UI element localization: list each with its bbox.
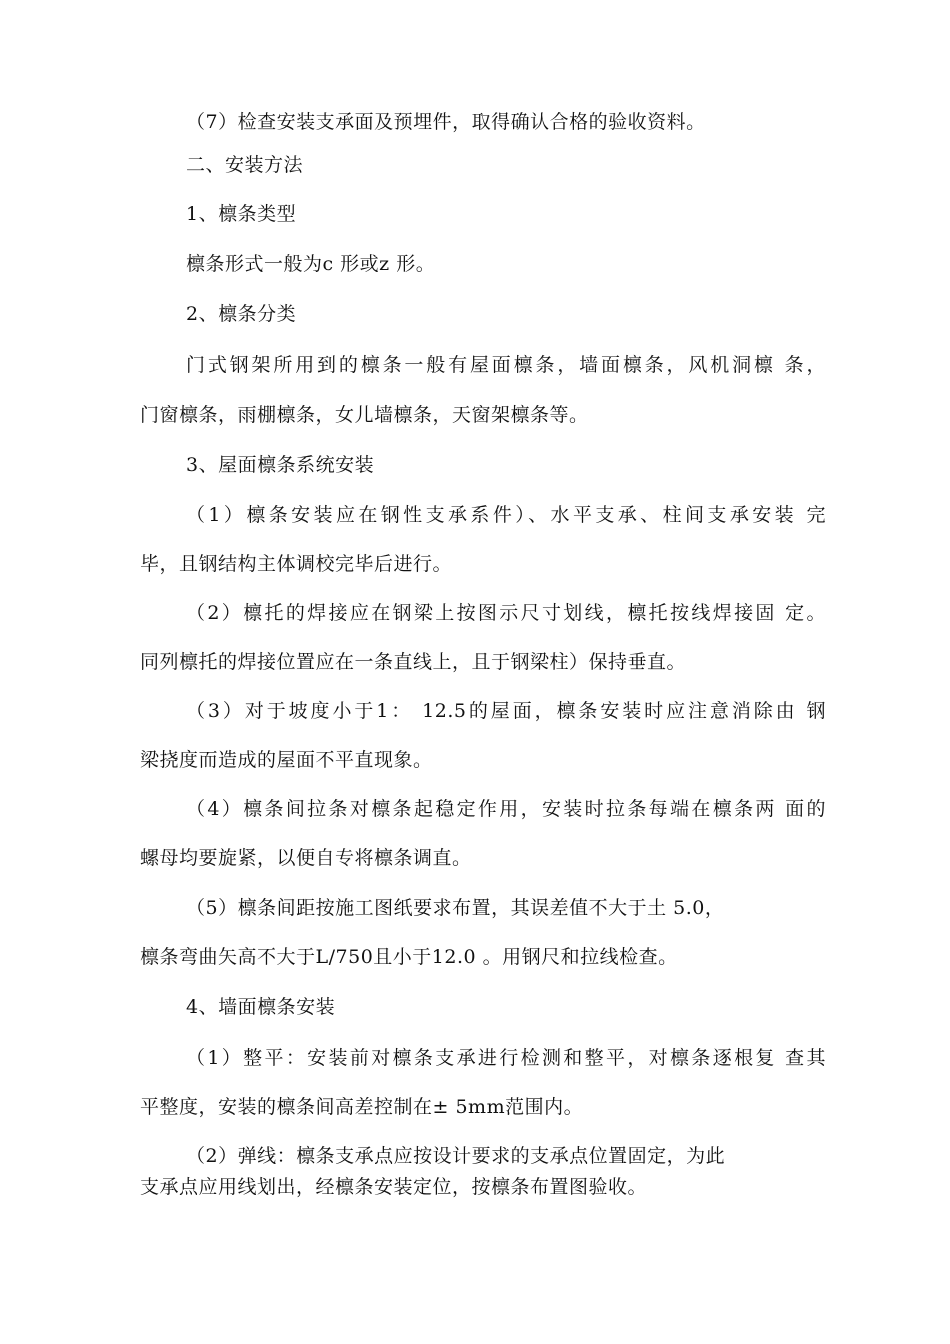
text-line: （1）整平：安装前对檩条支承进行检测和整平，对檩条逐根复 查其 xyxy=(186,1047,826,1069)
text-line: 毕，且钢结构主体调校完毕后进行。 xyxy=(140,553,453,575)
text-line: （1）檩条安装应在钢性支承系件）、水平支承、柱间支承安装 完 xyxy=(186,504,826,526)
text-line: （2）弹线：檩条支承点应按设计要求的支承点位置固定，为此 xyxy=(186,1145,726,1167)
text-line: （5）檩条间距按施工图纸要求布置，其误差值不大于土 5.0， xyxy=(186,897,725,919)
subsection-heading: 2、檩条分类 xyxy=(186,303,297,325)
text-line: （4）檩条间拉条对檩条起稳定作用，安装时拉条每端在檩条两 面的 xyxy=(186,798,826,820)
subsection-heading: 3、屋面檩条系统安装 xyxy=(186,454,375,476)
text-line: 檩条弯曲矢高不大于L/750且小于12.0 。用钢尺和拉线检查。 xyxy=(140,946,678,968)
text-line: 檩条形式一般为c 形或z 形。 xyxy=(186,253,436,275)
text-line: 门窗檩条，雨棚檩条，女儿墙檩条，天窗架檩条等。 xyxy=(140,404,589,426)
text-line: 梁挠度而造成的屋面不平直现象。 xyxy=(140,749,433,771)
text-line: 螺母均要旋紧，以便自专将檩条调直。 xyxy=(140,847,472,869)
text-line: （7）检查安装支承面及预埋件，取得确认合格的验收资料。 xyxy=(186,111,706,133)
text-line: 支承点应用线划出，经檩条安装定位，按檩条布置图验收。 xyxy=(140,1176,648,1198)
text-line: （3）对于坡度小于1： 12.5的屋面，檩条安装时应注意消除由 钢 xyxy=(186,700,826,722)
subsection-heading: 4、墙面檩条安装 xyxy=(186,996,336,1018)
section-heading: 二、安装方法 xyxy=(186,154,304,176)
text-line: （2）檩托的焊接应在钢梁上按图示尺寸划线，檩托按线焊接固 定。 xyxy=(186,602,826,624)
text-line: 门式钢架所用到的檩条一般有屋面檩条，墙面檩条，风机洞檩 条， xyxy=(186,354,826,376)
text-line: 平整度，安装的檩条间高差控制在± 5mm范围内。 xyxy=(140,1096,584,1118)
subsection-heading: 1、檩条类型 xyxy=(186,203,297,225)
text-line: 同列檩托的焊接位置应在一条直线上，且于钢梁柱）保持垂直。 xyxy=(140,651,687,673)
